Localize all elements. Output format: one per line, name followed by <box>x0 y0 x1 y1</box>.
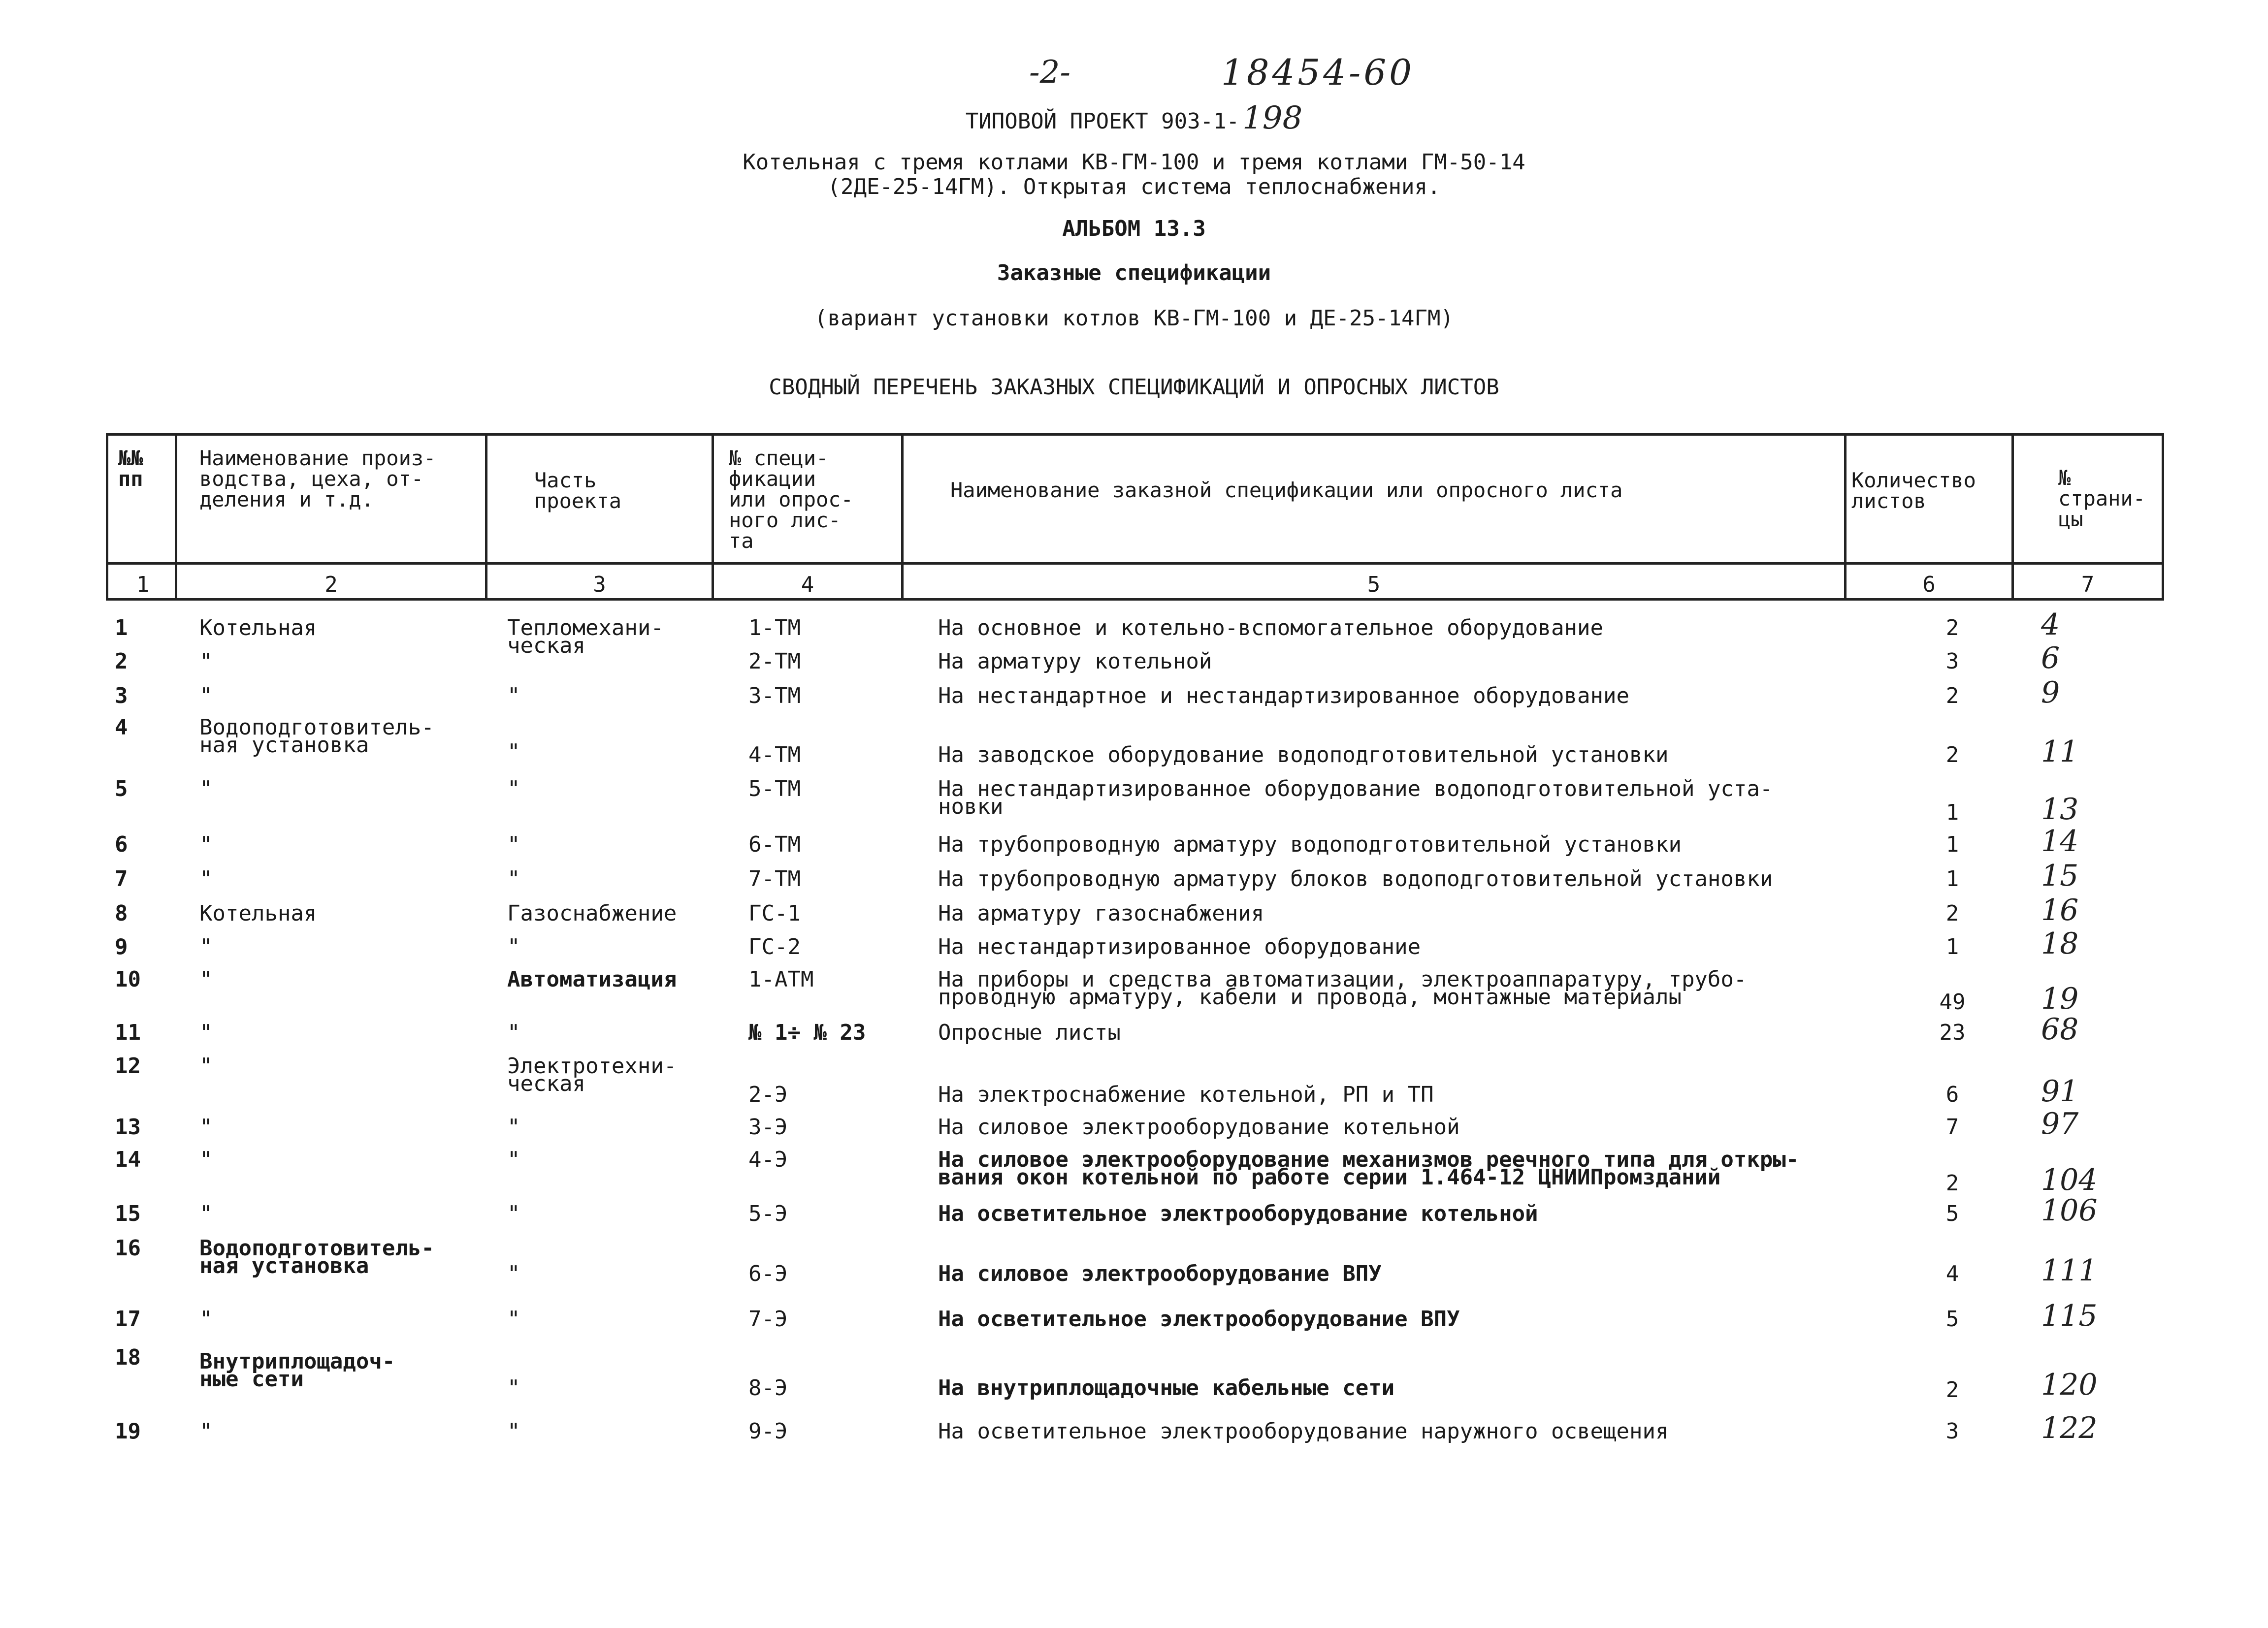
row-production: " <box>199 967 213 992</box>
row-qty: 1 <box>1945 832 1959 857</box>
header-part: Часть проекта <box>534 468 622 513</box>
spec-title: Заказные спецификации <box>997 260 1271 286</box>
row-number: 10 <box>115 967 141 992</box>
row-spec: ГС-1 <box>748 901 801 926</box>
row-production: " <box>199 649 213 674</box>
row-production: Водоподготовитель- ная установка <box>199 1236 434 1278</box>
row-spec: 4-ТМ <box>748 742 801 767</box>
row-number: 13 <box>115 1115 141 1140</box>
row-number: 3 <box>115 683 128 708</box>
row-page: 13 <box>2041 792 2079 827</box>
row-qty: 2 <box>1945 683 1959 708</box>
row-page: 9 <box>2041 675 2060 710</box>
row-production: " <box>199 1201 213 1226</box>
row-production: " <box>199 1307 213 1332</box>
row-number: 14 <box>115 1147 141 1172</box>
row-number: 9 <box>115 934 128 959</box>
row-number: 2 <box>115 649 128 674</box>
project-line <box>0 100 2268 136</box>
row-name: На нестандартное и нестандартизированное оборудование <box>938 683 1629 708</box>
row-number: 16 <box>115 1236 141 1261</box>
row-spec: 4-Э <box>748 1147 788 1172</box>
list-title: СВОДНЫЙ ПЕРЕЧЕНЬ ЗАКАЗНЫХ СПЕЦИФИКАЦИЙ И ОПРОСНЫХ ЛИСТОВ <box>769 375 1499 400</box>
row-name: На трубопроводную арматуру водоподготовительной установки <box>938 832 1682 857</box>
row-production: " <box>199 683 213 708</box>
column-number: 5 <box>1367 572 1381 597</box>
row-part: Газоснабжение <box>507 901 677 926</box>
row-production: " <box>199 1147 213 1172</box>
row-qty: 6 <box>1945 1082 1959 1107</box>
row-spec: 7-Э <box>748 1307 788 1332</box>
row-qty: 49 <box>1939 990 1966 1015</box>
row-spec: 3-ТМ <box>748 683 801 708</box>
row-name: На осветительное электрооборудование ВПУ <box>938 1307 1460 1332</box>
row-number: 12 <box>115 1053 141 1079</box>
row-part: " <box>507 1261 520 1286</box>
row-part: " <box>507 934 520 959</box>
row-part: Тепломехани- ческая <box>507 615 664 658</box>
row-spec: 1-АТМ <box>748 967 814 992</box>
row-name: На нестандартизированное оборудование водоподготовительной уста- новки <box>938 776 1773 819</box>
row-name: На нестандартизированное оборудование <box>938 934 1421 959</box>
row-part: " <box>507 1147 520 1172</box>
row-page: 111 <box>2041 1253 2098 1288</box>
row-number: 11 <box>115 1020 141 1045</box>
page-number: -2- <box>1029 54 1070 91</box>
col-divider <box>2162 433 2164 601</box>
row-part: " <box>507 1201 520 1226</box>
row-number: 1 <box>115 615 128 640</box>
row-qty: 3 <box>1945 1419 1959 1444</box>
row-number: 4 <box>115 715 128 740</box>
header-production: Наименование произ- водства, цеха, от- деления и т.д. <box>199 446 436 511</box>
header-bottom-line <box>106 562 2164 565</box>
row-spec: 3-Э <box>748 1115 788 1140</box>
row-page: 106 <box>2041 1193 2098 1228</box>
header-num: №№ пп <box>118 446 143 491</box>
header-name: Наименование заказной спецификации или опросного листа <box>950 478 1623 502</box>
row-qty: 4 <box>1945 1261 1959 1286</box>
row-qty: 2 <box>1945 1171 1959 1196</box>
row-number: 7 <box>115 866 128 892</box>
row-page: 15 <box>2041 859 2079 893</box>
row-page: 120 <box>2041 1368 2098 1402</box>
row-production: " <box>199 866 213 892</box>
row-spec: № 1÷ № 23 <box>748 1020 866 1045</box>
row-number: 18 <box>115 1345 141 1370</box>
row-spec: 5-ТМ <box>748 776 801 801</box>
row-page: 6 <box>2041 641 2060 675</box>
row-part: Электротехни- ческая <box>507 1053 677 1096</box>
row-page: 18 <box>2041 926 2079 961</box>
row-qty: 5 <box>1945 1201 1959 1226</box>
row-spec: 2-Э <box>748 1082 788 1107</box>
row-part: " <box>507 739 520 765</box>
row-production: " <box>199 934 213 959</box>
row-production: Водоподготовитель- ная установка <box>199 715 434 758</box>
row-page: 19 <box>2041 982 2079 1016</box>
document-number: 18454-60 <box>1221 52 1415 93</box>
row-name: На электроснабжение котельной, РП и ТП <box>938 1082 1434 1107</box>
row-name: На трубопроводную арматуру блоков водоподготовительной установки <box>938 866 1773 892</box>
header-spec-no: № специ- фикации или опрос- ного лис- та <box>729 446 853 553</box>
variant-title: (вариант установки котлов КВ-ГМ-100 и ДЕ-25-14ГМ) <box>814 306 1454 331</box>
row-production: " <box>199 1053 213 1079</box>
project-prefix: ТИПОВОЙ ПРОЕКТ 903-1- <box>965 109 1240 134</box>
row-production: Котельная <box>199 901 317 926</box>
row-spec: 2-ТМ <box>748 649 801 674</box>
col-divider <box>106 433 108 601</box>
row-qty: 1 <box>1945 800 1959 825</box>
row-number: 6 <box>115 832 128 857</box>
row-part: " <box>507 1020 520 1045</box>
row-name: На осветительное электрооборудование наружного освещения <box>938 1419 1669 1444</box>
row-spec: 9-Э <box>748 1419 788 1444</box>
row-part: Автоматизация <box>507 967 677 992</box>
row-name: На основное и котельно-вспомогательное оборудование <box>938 615 1604 640</box>
row-part: " <box>507 1375 520 1401</box>
row-qty: 2 <box>1945 742 1959 767</box>
row-name: На арматуру котельной <box>938 649 1212 674</box>
row-name: На заводское оборудование водоподготовительной установки <box>938 742 1669 767</box>
table-top-line <box>106 433 2164 436</box>
title-line-2: (2ДЕ-25-14ГМ). Открытая система теплоснабжения. <box>827 174 1441 199</box>
row-spec: 6-Э <box>748 1261 788 1286</box>
column-number: 7 <box>2081 572 2095 597</box>
row-qty: 1 <box>1945 866 1959 892</box>
column-number: 1 <box>136 572 150 597</box>
row-part: " <box>507 866 520 892</box>
row-name: На внутриплощадочные кабельные сети <box>938 1375 1395 1401</box>
column-number: 2 <box>324 572 338 597</box>
row-part: " <box>507 776 520 801</box>
row-number: 5 <box>115 776 128 801</box>
row-number: 19 <box>115 1419 141 1444</box>
row-page: 11 <box>2041 734 2079 769</box>
colnum-bottom-line <box>106 598 2164 601</box>
header-page: № страни- цы <box>2058 466 2146 531</box>
row-part: " <box>507 683 520 708</box>
row-spec: 8-Э <box>748 1375 788 1401</box>
row-page: 16 <box>2041 893 2079 927</box>
row-name: На приборы и средства автоматизации, электроаппаратуру, трубо- проводную арматуру, кабели и провода, монтажные материалы <box>938 967 1747 1010</box>
row-name: На силовое электрооборудование ВПУ <box>938 1261 1382 1286</box>
row-qty: 1 <box>1945 934 1959 959</box>
row-number: 15 <box>115 1201 141 1226</box>
row-part: " <box>507 1419 520 1444</box>
row-name: На силовое электрооборудование котельной <box>938 1115 1460 1140</box>
row-production: Внутриплощадоч- ные сети <box>199 1349 395 1392</box>
column-number: 6 <box>1922 572 1936 597</box>
column-number: 3 <box>593 572 606 597</box>
row-name: На силовое электрооборудование механизмов реечного типа для откры- вания окон котельной по работе серии 1.464-12 ЦНИИПромзданий <box>938 1147 1799 1190</box>
row-page: 14 <box>2041 824 2079 859</box>
column-number: 4 <box>801 572 814 597</box>
row-production: " <box>199 1020 213 1045</box>
row-production: " <box>199 776 213 801</box>
row-spec: 1-ТМ <box>748 615 801 640</box>
row-page: 115 <box>2041 1299 2098 1333</box>
header-sheets: Количество листов <box>1851 468 1976 513</box>
row-spec: 6-ТМ <box>748 832 801 857</box>
row-part: " <box>507 1115 520 1140</box>
row-qty: 23 <box>1939 1020 1966 1045</box>
row-spec: 5-Э <box>748 1201 788 1226</box>
row-production: " <box>199 1419 213 1444</box>
row-part: " <box>507 832 520 857</box>
project-suffix: 198 <box>1242 100 1303 136</box>
row-qty: 5 <box>1945 1307 1959 1332</box>
album-title: АЛЬБОМ 13.3 <box>1062 216 1206 241</box>
row-page: 97 <box>2041 1107 2079 1141</box>
row-production: Котельная <box>199 615 317 640</box>
row-production: " <box>199 832 213 857</box>
row-page: 4 <box>2041 607 2060 642</box>
row-page: 122 <box>2041 1411 2098 1445</box>
row-qty: 2 <box>1945 901 1959 926</box>
row-number: 8 <box>115 901 128 926</box>
row-spec: 7-ТМ <box>748 866 801 892</box>
row-qty: 2 <box>1945 615 1959 640</box>
title-line-1: Котельная с тремя котлами КВ-ГМ-100 и тремя котлами ГМ-50-14 <box>743 150 1525 175</box>
row-qty: 2 <box>1945 1377 1959 1403</box>
row-production: " <box>199 1115 213 1140</box>
row-qty: 7 <box>1945 1115 1959 1140</box>
row-name: На осветительное электрооборудование котельной <box>938 1201 1538 1226</box>
row-qty: 3 <box>1945 649 1959 674</box>
row-name: Опросные листы <box>938 1020 1121 1045</box>
row-name: На арматуру газоснабжения <box>938 901 1264 926</box>
row-number: 17 <box>115 1307 141 1332</box>
row-page: 91 <box>2041 1074 2079 1109</box>
row-page: 104 <box>2041 1163 2098 1197</box>
row-part: " <box>507 1307 520 1332</box>
row-page: 68 <box>2041 1012 2079 1047</box>
row-spec: ГС-2 <box>748 934 801 959</box>
